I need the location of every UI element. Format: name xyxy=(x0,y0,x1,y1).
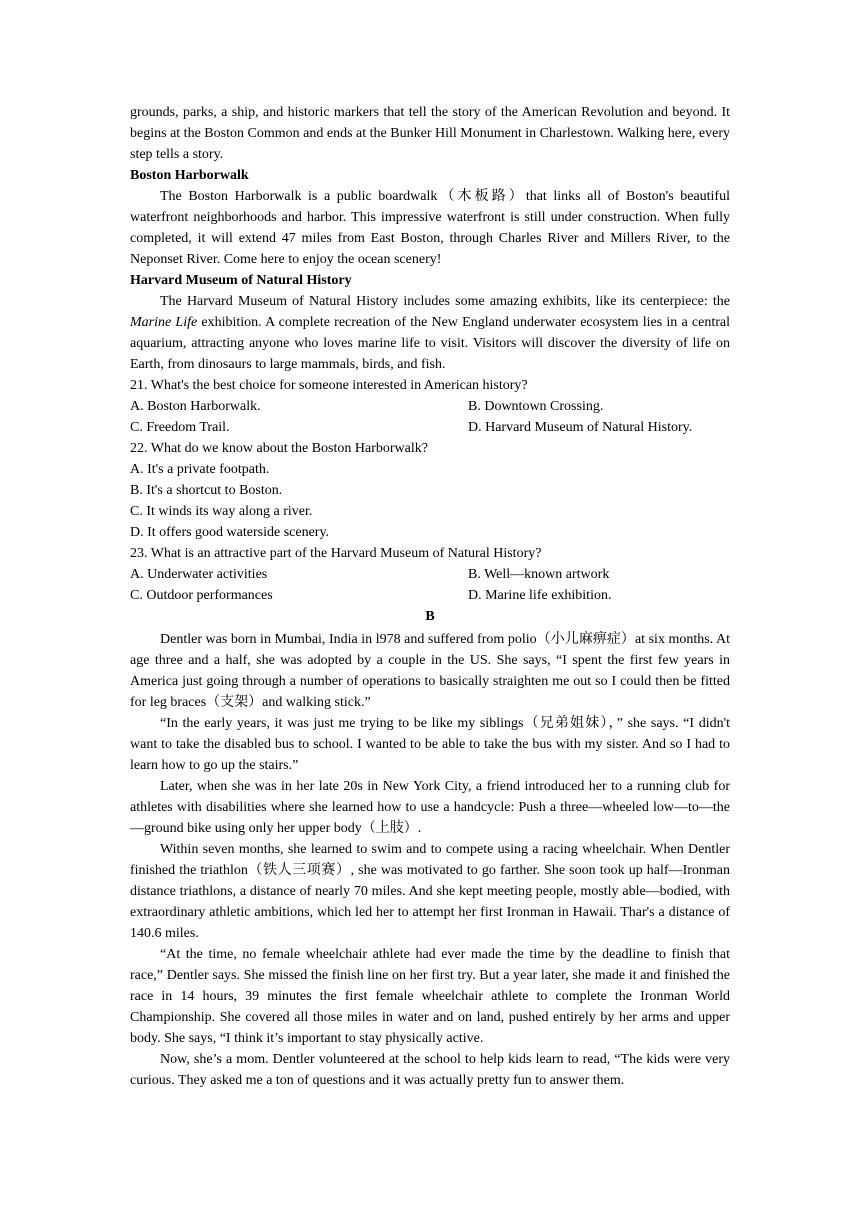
option-22-a: A. It's a private footpath. xyxy=(130,462,270,477)
dentler-paragraph-4: Within seven months, she learned to swim and to compete using a racing wheelchair. When Dentler finished the triathlon（铁人三项赛）, she was motivated to go farther. She soon took up half—Ironman distance triathlons, a distance of nearly 70 miles. And she kept meeting people, mostly able—bodied, with extraordinary athletic ambitions, which led her to attempt her first Ironman in Hawaii. Thar's a distance of 140.6 miles. xyxy=(130,842,730,941)
question-23: 23. What is an attractive part of the Harvard Museum of Natural History? xyxy=(130,546,542,561)
option-22-d: D. It offers good waterside scenery. xyxy=(130,525,330,540)
question-22: 22. What do we know about the Boston Harborwalk? xyxy=(130,441,428,456)
option-21-b: B. Downtown Crossing. xyxy=(468,399,604,414)
option-23-a: A. Underwater activities xyxy=(130,567,268,582)
dentler-paragraph-2: “In the early years, it was just me trying to be like my siblings（兄弟姐妹），” she says. “I didn't want to take the disabled bus to school. I wanted to be able to take the bus with my sister. And so I had to learn how to go up the stairs.” xyxy=(130,716,730,773)
question-23-options-row-2 xyxy=(130,585,730,606)
option-22-c: C. It winds its way along a river. xyxy=(130,504,313,519)
question-21-options-row-1 xyxy=(130,396,730,417)
option-23-d: D. Marine life exhibition. xyxy=(468,588,612,603)
museum-paragraph-text-1: The Harvard Museum of Natural History includes some amazing exhibits, like its centerpiece: the xyxy=(160,294,730,309)
option-21-d: D. Harvard Museum of Natural History. xyxy=(468,420,693,435)
harborwalk-heading: Boston Harborwalk xyxy=(130,168,249,183)
dentler-paragraph-3: Later, when she was in her late 20s in New York City, a friend introduced her to a running club for athletes with disabilities where she learned how to use a handcycle: Push a three—wheeled low—to—the—ground bike using only her upper body（上肢）. xyxy=(130,779,730,836)
option-23-b: B. Well—known artwork xyxy=(468,567,610,582)
option-23-c: C. Outdoor performances xyxy=(130,588,273,603)
question-21-options-row-2 xyxy=(130,417,730,438)
dentler-paragraph-1: Dentler was born in Mumbai, India in l978 and suffered from polio（小儿麻痹症）at six months. At age three and a half, she was adopted by a couple in the US. She says, “I spent the first few years in America just going through a number of operations to basically straighten me out so I could then be fitted for leg braces（支架）and walking stick.” xyxy=(130,632,730,710)
option-21-c: C. Freedom Trail. xyxy=(130,420,230,435)
museum-paragraph xyxy=(130,291,730,375)
museum-heading: Harvard Museum of Natural History xyxy=(130,273,352,288)
question-23-options-row-1 xyxy=(130,564,730,585)
dentler-paragraph-5: “At the time, no female wheelchair athlete had ever made the time by the deadline to finish that race,” Dentler says. She missed the finish line on her first try. But a year later, she made it and finished the race in 14 hours, 39 minutes the first female wheelchair athlete to complete the Ironman World Championship. She covered all those miles in water and on land, pushed entirely by her arms and upper body. She says, “I think it’s important to stay physically active. xyxy=(130,947,730,1046)
freedom-trail-paragraph: grounds, parks, a ship, and historic markers that tell the story of the American Revolution and beyond. It begins at the Boston Common and ends at the Bunker Hill Monument in Charlestown. Walking here, every step tells a story. xyxy=(130,105,730,162)
document-page xyxy=(130,102,730,1091)
section-b-heading: B xyxy=(425,609,435,624)
option-22-b: B. It's a shortcut to Boston. xyxy=(130,483,283,498)
question-21: 21. What's the best choice for someone interested in American history? xyxy=(130,378,528,393)
harborwalk-paragraph: The Boston Harborwalk is a public boardwalk（木板路）that links all of Boston's beautiful waterfront neighborhoods and harbor. This impressive waterfront is still under construction. When fully completed, it will extend 47 miles from East Boston, through Charles River and Millers River, to the Neponset River. Come here to enjoy the ocean scenery! xyxy=(130,189,730,267)
museum-paragraph-text-2: exhibition. A complete recreation of the New England underwater ecosystem lies in a central aquarium, attracting anyone who loves marine life to visit. Visitors will discover the diversity of life on Earth, from dinosaurs to large mammals, birds, and fish. xyxy=(130,315,730,372)
option-21-a: A. Boston Harborwalk. xyxy=(130,399,261,414)
dentler-paragraph-6: Now, she’s a mom. Dentler volunteered at the school to help kids learn to read, “The kids were very curious. They asked me a ton of questions and it was actually pretty fun to answer them. xyxy=(130,1052,730,1088)
marine-life-italic: Marine Life xyxy=(130,315,198,330)
